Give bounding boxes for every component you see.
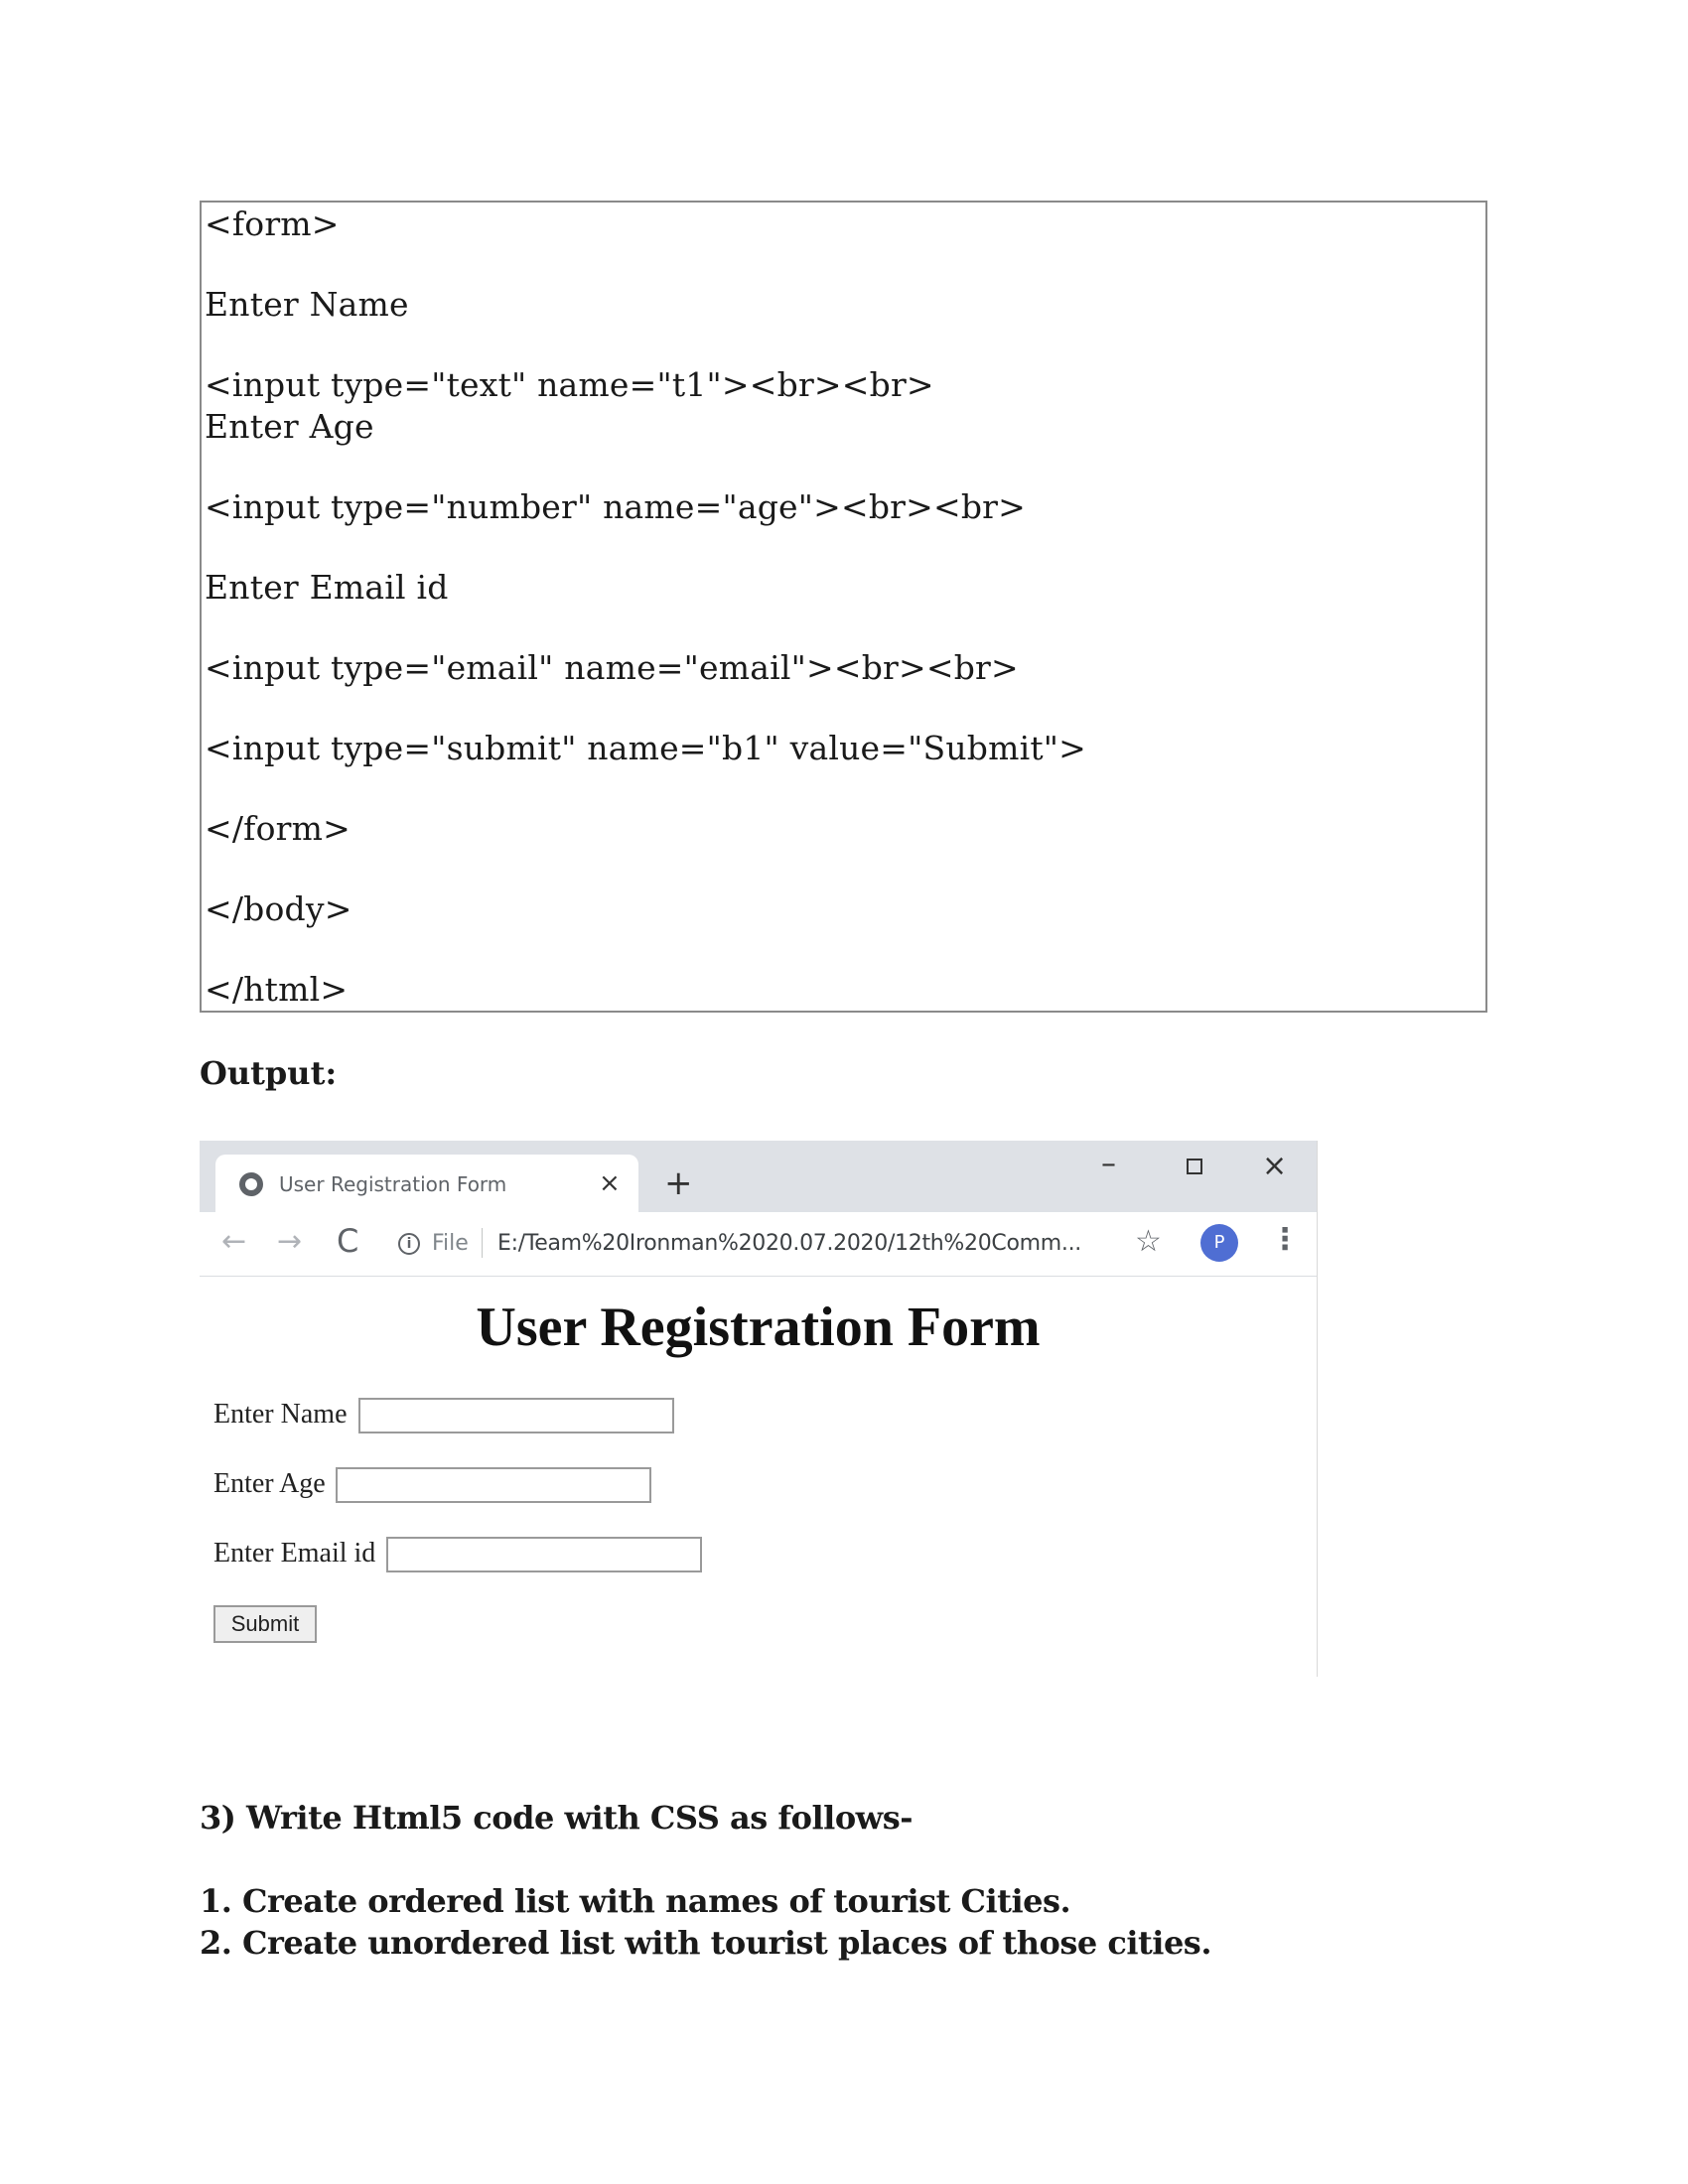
name-input[interactable] bbox=[358, 1398, 674, 1433]
reload-icon[interactable]: C bbox=[337, 1222, 359, 1260]
tab-strip bbox=[200, 1141, 1317, 1212]
age-input[interactable] bbox=[336, 1467, 651, 1503]
tab-title: User Registration Form bbox=[279, 1172, 507, 1196]
submit-button[interactable]: Submit bbox=[213, 1605, 317, 1643]
maximize-button[interactable] bbox=[1187, 1159, 1202, 1174]
page-heading: User Registration Form bbox=[476, 1297, 1041, 1358]
task-item: 2. Create unordered list with tourist places of those cities. bbox=[200, 1924, 1211, 1962]
browser-screenshot bbox=[200, 1141, 1318, 1677]
address-divider bbox=[482, 1228, 483, 1258]
output-label: Output: bbox=[200, 1054, 338, 1092]
code-line: </body> bbox=[205, 889, 352, 928]
code-line: Enter Age bbox=[205, 407, 374, 446]
age-label: Enter Age bbox=[213, 1468, 326, 1499]
email-input[interactable] bbox=[386, 1537, 702, 1572]
code-line: Enter Email id bbox=[205, 568, 449, 607]
globe-icon bbox=[239, 1172, 263, 1196]
bookmark-star-icon[interactable]: ☆ bbox=[1135, 1224, 1162, 1259]
code-listing bbox=[200, 201, 1487, 1013]
code-line: <input type="submit" name="b1" value="Submit"> bbox=[205, 729, 1087, 767]
profile-avatar[interactable]: P bbox=[1200, 1224, 1238, 1262]
browser-toolbar bbox=[200, 1212, 1317, 1277]
window-close-button[interactable]: × bbox=[1262, 1149, 1288, 1183]
url-text[interactable]: E:/Team%20Ironman%2020.07.2020/12th%20Comm... bbox=[497, 1231, 1081, 1256]
tab-close-icon[interactable]: × bbox=[599, 1168, 621, 1198]
menu-kebab-icon[interactable]: ⋮ bbox=[1270, 1222, 1300, 1257]
code-line: </html> bbox=[205, 970, 349, 1009]
back-arrow-icon[interactable]: ← bbox=[221, 1224, 247, 1259]
task-heading: 3) Write Html5 code with CSS as follows- bbox=[200, 1799, 913, 1837]
new-tab-button[interactable]: + bbox=[664, 1163, 693, 1203]
code-line: Enter Name bbox=[205, 285, 409, 324]
name-label: Enter Name bbox=[213, 1399, 348, 1430]
code-line: <input type="text" name="t1"><br><br> bbox=[205, 365, 934, 404]
task-item: 1. Create ordered list with names of tourist Cities. bbox=[200, 1882, 1071, 1920]
code-line: <input type="email" name="email"><br><br> bbox=[205, 648, 1019, 687]
minimize-button[interactable]: – bbox=[1101, 1147, 1116, 1181]
info-icon[interactable]: i bbox=[398, 1233, 420, 1255]
forward-arrow-icon[interactable]: → bbox=[277, 1224, 303, 1259]
scheme-label: File bbox=[432, 1231, 469, 1256]
email-label: Enter Email id bbox=[213, 1538, 376, 1569]
code-line: <input type="number" name="age"><br><br> bbox=[205, 487, 1027, 526]
code-line: <form> bbox=[205, 205, 340, 243]
address-bar[interactable] bbox=[388, 1218, 1113, 1268]
code-line: </form> bbox=[205, 809, 351, 848]
browser-tab[interactable] bbox=[215, 1155, 638, 1212]
